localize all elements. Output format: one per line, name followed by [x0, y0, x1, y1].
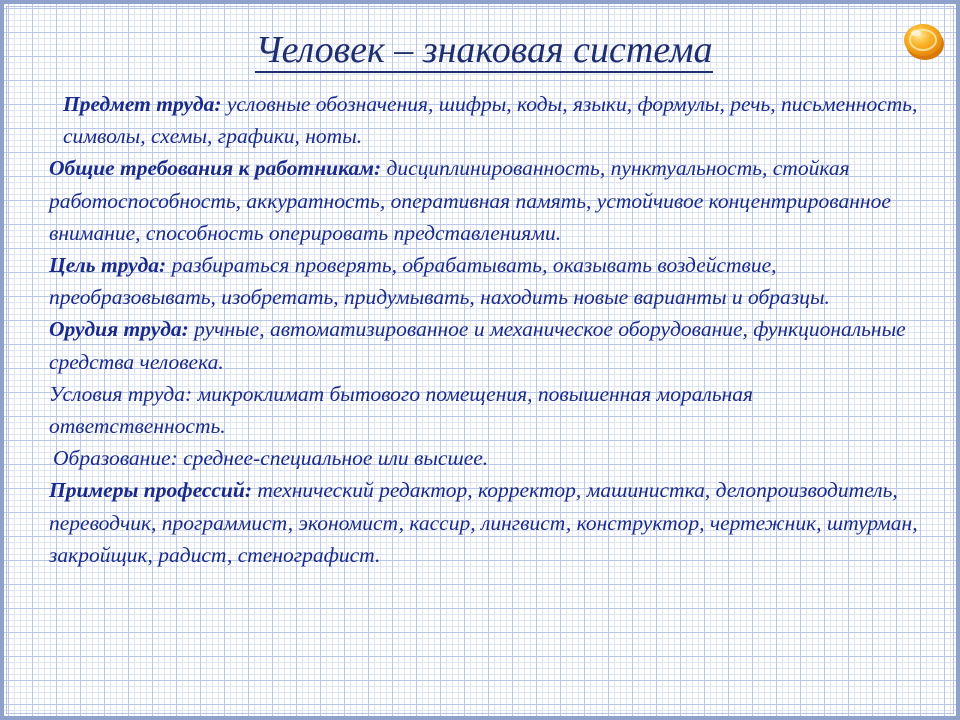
paragraph-subject-of-labor — [49, 88, 934, 152]
paragraph-text: условные обозначения, шифры, коды, языки, формулы, речь, письменность, символы, схемы, графики, ноты. — [63, 92, 918, 149]
paragraph-labor-tools — [49, 313, 934, 377]
paragraph-label: Примеры профессий: — [49, 478, 253, 503]
paragraph-label: Общие требования к работникам: — [49, 156, 382, 181]
paragraph-education — [49, 442, 934, 474]
paragraph-text: технический редактор, корректор, машинистка, делопроизводитель, переводчик, программист, экономист, кассир, лингвист, конструктор, чертежник, штурман, закройщик, радист, стенографист. — [49, 478, 918, 567]
paragraph-label: Орудия труда: — [49, 317, 189, 342]
paragraph-text: ручные, автоматизированное и механическое оборудование, функциональные средства человека. — [49, 317, 906, 374]
paragraph-text: Образование: среднее-специальное или высшее. — [53, 446, 489, 471]
paragraph-working-conditions — [49, 378, 934, 442]
paragraph-label: Предмет труда: — [63, 92, 222, 116]
paragraph-labor-goal — [49, 249, 934, 313]
paragraph-requirements — [49, 152, 934, 249]
paragraph-professions — [49, 474, 934, 571]
slide-body — [49, 88, 934, 571]
paragraph-text: дисциплинированность, пунктуальность, стойкая работоспособность, аккуратность, оперативная память, устойчивое концентрированное внимание, способность оперировать представлениями. — [49, 156, 891, 245]
paragraph-label: Цель труда: — [49, 253, 167, 278]
paragraph-text: Условия труда: микроклимат бытового помещения, повышенная моральная ответственность. — [49, 381, 754, 439]
paragraph-text: разбираться проверять, обрабатывать, оказывать воздействие, преобразовывать, изобретать, придумывать, находить новые варианты и образцы. — [49, 253, 830, 310]
page-title — [4, 28, 960, 72]
page-title-text: Человек – знаковая система — [255, 29, 713, 71]
